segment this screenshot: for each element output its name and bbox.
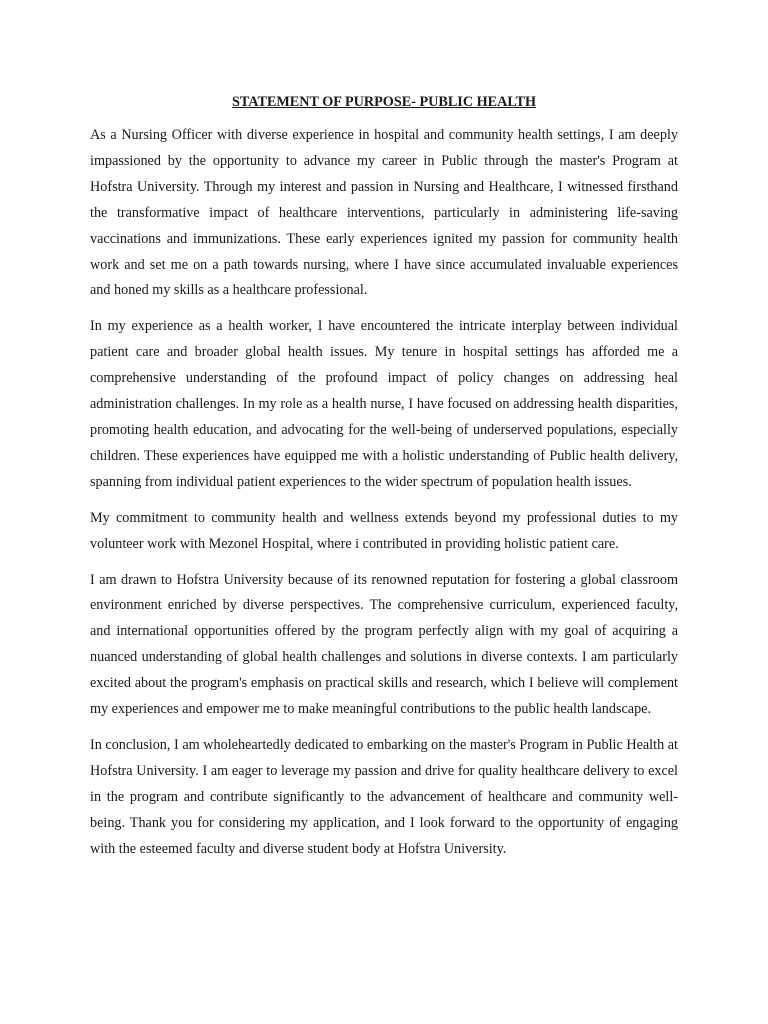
paragraph-intro: As a Nursing Officer with diverse experience in hospital and community health settings, I am deeply impassioned by the opportunity to advance my career in Public through the master's Program at Hofstra University. Through my interest and passion in Nursing and Healthcare, I witnessed firsthand the transformative impact of healthcare interventions, particularly in administering life-saving vaccinations and immunizations. These early experiences ignited my passion for community health work and set me on a path towards nursing, where I have since accumulated invaluable experiences and honed my skills as a healthcare professional.	[90, 127, 678, 299]
document-title: STATEMENT OF PURPOSE- PUBLIC HEALTH	[231, 94, 537, 110]
paragraph-university: I am drawn to Hofstra University because of its renowned reputation for fostering a global classroom environment enriched by diverse perspectives. The comprehensive curriculum, experienced faculty, and international opportunities offered by the program perfectly align with my goal of acquiring a nuanced understanding of global health challenges and solutions in diverse contexts. I am particularly excited about the program's emphasis on practical skills and research, which I believe will complement my experiences and empower me to make meaningful contributions to the public health landscape.	[90, 571, 678, 718]
document-page	[90, 92, 678, 872]
paragraph-experience: In my experience as a health worker, I have encountered the intricate interplay between individual patient care and broader global health issues. My tenure in hospital settings has afforded me a comprehensive understanding of the profound impact of policy changes on addressing heal administration challenges. In my role as a health nurse, I have focused on addressing health disparities, promoting health education, and advocating for the well-being of underserved populations, especially children. These experiences have equipped me with a holistic understanding of Public health delivery, spanning from individual patient experiences to the wider spectrum of population health issues.	[90, 318, 678, 490]
paragraph-volunteer: My commitment to community health and wellness extends beyond my professional duties to my volunteer work with Mezonel Hospital, where i contributed in providing holistic patient care.	[90, 509, 678, 552]
paragraph-conclusion: In conclusion, I am wholeheartedly dedicated to embarking on the master's Program in Public Health at Hofstra University. I am eager to leverage my passion and drive for quality healthcare delivery to excel in the program and contribute significantly to the advancement of healthcare and community well-being. Thank you for considering my application, and I look forward to the opportunity of engaging with the esteemed faculty and diverse student body at Hofstra University.	[90, 736, 678, 857]
